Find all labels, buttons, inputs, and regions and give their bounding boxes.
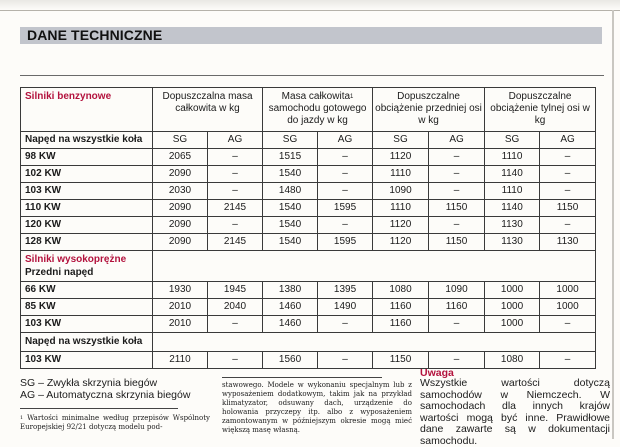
value-cell-curb-sg: 1515 <box>263 149 318 166</box>
section-blank <box>153 333 596 352</box>
value-cell-curb-sg: 1560 <box>263 352 318 369</box>
value-cell-gvw-ag: 2040 <box>208 299 263 316</box>
value-cell-gvw-sg: 2030 <box>153 183 208 200</box>
header-sg: SG <box>153 132 208 149</box>
value-cell-rear-sg: 1140 <box>485 166 540 183</box>
value-cell-rear-ag: 1000 <box>540 282 596 299</box>
footnote-rule <box>20 408 178 409</box>
engine-power-cell: 103 KW <box>21 183 153 200</box>
legend-sg: SG – Zwykła skrzynia biegów <box>20 377 158 389</box>
value-cell-gvw-sg: 2010 <box>153 316 208 333</box>
header-curb-text: Masa całkowita <box>281 91 351 102</box>
value-cell-curb-ag: – <box>318 316 373 333</box>
engine-power-cell: 120 KW <box>21 217 153 234</box>
header-front-axle: Dopuszczalne obciążenie przedniej osi w kg <box>373 88 485 132</box>
value-cell-curb-sg: 1540 <box>263 200 318 217</box>
value-cell-curb-ag: – <box>318 217 373 234</box>
engine-power-cell: 110 KW <box>21 200 153 217</box>
value-cell-front-ag: – <box>429 217 485 234</box>
value-cell-curb-sg: 1540 <box>263 217 318 234</box>
value-cell-curb-ag: 1595 <box>318 234 373 251</box>
value-cell-gvw-sg: 2090 <box>153 234 208 251</box>
engine-power-cell: 102 KW <box>21 166 153 183</box>
value-cell-rear-sg: 1110 <box>485 183 540 200</box>
header-ag: AG <box>208 132 263 149</box>
value-cell-rear-ag: 1150 <box>540 200 596 217</box>
value-cell-curb-ag: 1595 <box>318 200 373 217</box>
value-cell-rear-sg: 1000 <box>485 282 540 299</box>
footnote-text-1: Wartości minimalne według przepisów Wspólnoty Europejskiej 92/21 dotyczą modelu pod- <box>20 414 210 431</box>
value-cell-curb-sg: 1540 <box>263 234 318 251</box>
page-binding-edge <box>612 10 614 439</box>
section-diesel-label <box>21 251 153 282</box>
table-row <box>21 166 596 183</box>
value-cell-gvw-sg: 2090 <box>153 200 208 217</box>
header-rule <box>20 75 604 76</box>
engine-power-cell: 128 KW <box>21 234 153 251</box>
value-cell-gvw-ag: 2145 <box>208 200 263 217</box>
technical-data-table <box>20 87 596 369</box>
value-cell-front-ag: 1090 <box>429 282 485 299</box>
page-title: DANE TECHNICZNE <box>27 27 163 43</box>
header-sg: SG <box>373 132 429 149</box>
value-cell-gvw-ag: – <box>208 166 263 183</box>
value-cell-front-ag: – <box>429 149 485 166</box>
section-blank <box>153 251 596 282</box>
header-row <box>21 88 596 132</box>
header-gvw: Dopuszczalna masa całkowita w kg <box>153 88 263 132</box>
table-row <box>21 352 596 369</box>
value-cell-front-sg: 1150 <box>373 352 429 369</box>
value-cell-gvw-ag: – <box>208 352 263 369</box>
diesel-section-row <box>21 251 596 282</box>
header-ag: AG <box>540 132 596 149</box>
engine-power-cell: 103 KW <box>21 316 153 333</box>
table-row <box>21 200 596 217</box>
value-cell-curb-sg: 1380 <box>263 282 318 299</box>
value-cell-gvw-ag: – <box>208 316 263 333</box>
engine-power-cell: 85 KW <box>21 299 153 316</box>
value-cell-gvw-sg: 1930 <box>153 282 208 299</box>
value-cell-rear-ag: – <box>540 149 596 166</box>
subsection-awd: Napęd na wszystkie koła <box>21 132 153 149</box>
section-petrol-label <box>21 88 153 132</box>
engine-power-cell: 98 KW <box>21 149 153 166</box>
value-cell-rear-ag: – <box>540 316 596 333</box>
header-rear-axle: Dopuszczalne obciążenie tylnej osi w kg <box>485 88 596 132</box>
table-row <box>21 149 596 166</box>
value-cell-rear-ag: 1130 <box>540 234 596 251</box>
value-cell-curb-sg: 1540 <box>263 166 318 183</box>
petrol-awd-rows <box>21 149 596 251</box>
value-cell-rear-sg: 1000 <box>485 316 540 333</box>
value-cell-front-sg: 1160 <box>373 316 429 333</box>
value-cell-rear-ag: – <box>540 352 596 369</box>
engine-power-cell: 103 KW <box>21 352 153 369</box>
value-cell-rear-ag: – <box>540 183 596 200</box>
value-cell-gvw-ag: – <box>208 183 263 200</box>
gearbox-legend <box>20 377 190 401</box>
value-cell-front-sg: 1120 <box>373 234 429 251</box>
header-curb-weight <box>263 88 373 132</box>
table-row <box>21 316 596 333</box>
value-cell-gvw-sg: 2090 <box>153 166 208 183</box>
value-cell-front-sg: 1110 <box>373 200 429 217</box>
value-cell-rear-sg: 1130 <box>485 234 540 251</box>
value-cell-front-sg: 1080 <box>373 282 429 299</box>
value-cell-curb-ag: – <box>318 166 373 183</box>
value-cell-rear-sg: 1110 <box>485 149 540 166</box>
value-cell-curb-ag: – <box>318 352 373 369</box>
diesel-fwd-rows <box>21 282 596 333</box>
value-cell-gvw-ag: 2145 <box>208 234 263 251</box>
value-cell-rear-sg: 1000 <box>485 299 540 316</box>
value-cell-front-sg: 1090 <box>373 183 429 200</box>
value-cell-curb-sg: 1460 <box>263 299 318 316</box>
value-cell-curb-sg: 1460 <box>263 316 318 333</box>
value-cell-rear-ag: – <box>540 217 596 234</box>
value-cell-front-ag: – <box>429 166 485 183</box>
value-cell-gvw-sg: 2065 <box>153 149 208 166</box>
footnote-number: 1 <box>20 415 24 421</box>
table-row <box>21 299 596 316</box>
engine-power-cell: 66 KW <box>21 282 153 299</box>
value-cell-rear-ag: 1000 <box>540 299 596 316</box>
subsection-fwd-text: Przedni napęd <box>25 267 94 278</box>
note-title: Uwaga <box>420 367 454 379</box>
header-ag: AG <box>318 132 373 149</box>
value-cell-front-sg: 1110 <box>373 166 429 183</box>
value-cell-front-ag: – <box>429 352 485 369</box>
subsection-diesel-awd: Napęd na wszystkie koła <box>21 333 153 352</box>
value-cell-front-ag: – <box>429 316 485 333</box>
value-cell-curb-ag: 1490 <box>318 299 373 316</box>
value-cell-front-ag: 1150 <box>429 234 485 251</box>
value-cell-rear-sg: 1140 <box>485 200 540 217</box>
value-cell-front-ag: 1150 <box>429 200 485 217</box>
header-curb-rest: samochodu gotowego do jazdy w kg <box>268 103 367 126</box>
table-row <box>21 217 596 234</box>
note-body: Wszystkie wartości dotyczą samochodów w Niemczech. W samochodach dla innych krajów wartości mogą być inne. Prawidłowe dane zawarte są w dokumentacji samochodu. <box>420 377 610 447</box>
value-cell-front-ag: 1160 <box>429 299 485 316</box>
diesel-awd-rows <box>21 352 596 369</box>
value-cell-curb-ag: – <box>318 183 373 200</box>
value-cell-front-sg: 1120 <box>373 217 429 234</box>
value-cell-gvw-ag: 1945 <box>208 282 263 299</box>
section-diesel-text: Silniki wysokoprężne <box>25 254 127 265</box>
header-ag: AG <box>429 132 485 149</box>
value-cell-gvw-ag: – <box>208 217 263 234</box>
value-cell-front-ag: – <box>429 183 485 200</box>
value-cell-front-sg: 1160 <box>373 299 429 316</box>
value-cell-gvw-sg: 2010 <box>153 299 208 316</box>
header-sg: SG <box>263 132 318 149</box>
footnote <box>20 414 210 432</box>
page-top-edge <box>0 0 620 11</box>
header-sg: SG <box>485 132 540 149</box>
value-cell-rear-ag: – <box>540 166 596 183</box>
table-row <box>21 183 596 200</box>
value-cell-curb-ag: 1395 <box>318 282 373 299</box>
subheader-row <box>21 132 596 149</box>
value-cell-rear-sg: 1130 <box>485 217 540 234</box>
value-cell-rear-sg: 1080 <box>485 352 540 369</box>
table-row <box>21 282 596 299</box>
value-cell-curb-sg: 1480 <box>263 183 318 200</box>
value-cell-front-sg: 1120 <box>373 149 429 166</box>
section-petrol-text: Silniki benzynowe <box>25 91 112 102</box>
footnote-rule-2 <box>222 377 382 378</box>
legend-ag: AG – Automatyczna skrzynia biegów <box>20 389 191 401</box>
table-row <box>21 234 596 251</box>
value-cell-gvw-sg: 2110 <box>153 352 208 369</box>
footnote-continued: stawowego. Modele w wykonaniu specjalnym lub z wyposażeniem dodatkowym, takim jak na przykład klimatyzator, odsuwany dach, urządzenie do holowania przyczepy itp. albo z wyposażeniem zamontowanym w późniejszym okresie mogą mieć większą masę własną. <box>222 381 412 434</box>
value-cell-gvw-ag: – <box>208 149 263 166</box>
value-cell-gvw-sg: 2090 <box>153 217 208 234</box>
value-cell-curb-ag: – <box>318 149 373 166</box>
footnote-marker: 1 <box>350 94 354 100</box>
diesel-awd-section-row <box>21 333 596 352</box>
